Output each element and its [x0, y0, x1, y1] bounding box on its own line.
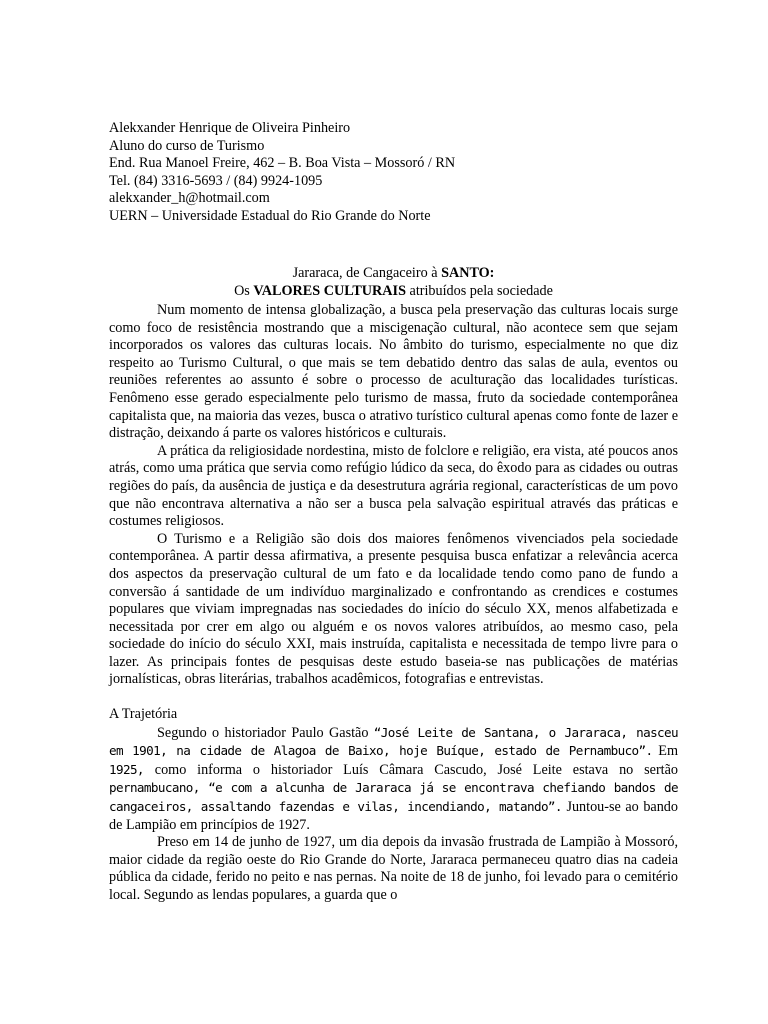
paragraph-tourism-religion: O Turismo e a Religião são dois dos maiores fenômenos vivenciados pela sociedade contemporânea. A partir dessa afirmativa, a presente pesquisa busca enfatizar a relevância acerca dos aspectos da preservação cultural de um fato e da localidade tendo como pano de fundo a conversão á santidade de um indivíduo marginalizado e confrontando as crendices e costumes populares que viviam impregnadas nas sociedades do início do século XX, menos alfabetizada e necessitada por crer em algo ou alguém e os novos valores atribuídos, ao mesmo caso, pela sociedade do início do século XXI, mais instruída, capitalista e necessitada de tempo livre para o lazer. As principais fontes de pesquisas deste estudo baseia-se nas publicações de matérias jornalísticas, obras literárias, trabalhos acadêmicos, fotografias e entrevistas. [109, 530, 678, 688]
trajetoria-text-a: Segundo o historiador Paulo Gastão [157, 724, 374, 741]
document-body [109, 302, 678, 905]
title-line-1-text: Jararaca, de Cangaceiro à [292, 265, 442, 281]
quote-cascudo: pernambucano, “e com a alcunha de Jararaca já se encontrava chefiando bandos de cangaceiros, assaltando fazendas e vilas, incendiando, matando”. [109, 780, 678, 815]
paragraph-religiosity: A prática da religiosidade nordestina, misto de folclore e religião, era vista, até poucos anos atrás, como uma prática que servia como refúgio lúdico da seca, do êxodo para as cidades ou outras regiões do país, da ausência de justiça e da desestrutura agrária regional, características de um povo que não encontrava alternativa a não ser a busca pela salvação espiritual através das práticas e costumes religiosos. [109, 442, 678, 530]
document-title [109, 265, 678, 300]
author-email: alekxander_h@hotmail.com [109, 190, 270, 207]
author-course: Aluno do curso de Turismo [109, 137, 265, 154]
title-line-2-text-a: Os [234, 282, 254, 299]
author-address: End. Rua Manoel Freire, 462 – B. Boa Vista – Mossoró / RN [109, 155, 456, 172]
author-header [109, 120, 455, 226]
title-line-1-bold: SANTO: [441, 265, 495, 281]
title-line-2-bold: VALORES CULTURAIS [253, 282, 406, 299]
section-heading: A Trajetória [109, 706, 178, 723]
paragraph-spacer [109, 689, 678, 706]
trajetoria-text-b: Em [652, 743, 678, 760]
quote-gastao: “José Leite de Santana, o Jararaca, nasceu em 1901, na cidade de Alagoa de Baixo, hoje Buíque, estado de Pernambuco”. [109, 724, 678, 759]
year-1925: 1925, [109, 761, 144, 777]
trajetoria-text-d: Juntou-se ao bando de Lampião em princípios de 1927. [109, 799, 678, 833]
author-university: UERN – Universidade Estadual do Rio Grande do Norte [109, 207, 431, 224]
trajetoria-text-c: como informa o historiador Luís Câmara Cascudo, José Leite estava no sertão [143, 761, 678, 778]
author-name: Alekxander Henrique de Oliveira Pinheiro [109, 120, 351, 136]
paragraph-intro: Num momento de intensa globalização, a busca pela preservação das culturas locais surge como foco de resistência mostrando que a miscigenação cultural, não acontece sem que sejam incorporados os valores das culturas locais. No âmbito do turismo, especialmente no que diz respeito ao Turismo Cultural, o que mais se tem debatido dentro das salas de aula, eventos ou reuniões referentes ao assunto é sobre o processo de aculturação das localidades turísticas. Fenômeno esse gerado especialmente pelo turismo de massa, fruto da sociedade contemporânea capitalista que, na maioria das vezes, busca o atrativo turístico cultural apenas como fonte de lazer e distração, deixando á parte os valores históricos e culturais. [109, 302, 678, 442]
title-line-1 [109, 265, 678, 283]
title-line-2-text-c: atribuídos pela sociedade [405, 282, 553, 299]
paragraph-trajetoria-1 [109, 724, 678, 835]
title-line-2 [109, 283, 678, 301]
author-phone: Tel. (84) 3316-5693 / (84) 9924-1095 [109, 172, 323, 189]
paragraph-trajetoria-2: Preso em 14 de junho de 1927, um dia depois da invasão frustrada de Lampião à Mossoró, maior cidade da região oeste do Rio Grande do Norte, Jararaca permaneceu quatro dias na cadeia pública da cidade, ferido no peito e nas pernas. Na noite de 18 de junho, foi levado para o cemitério local. Segundo as lendas populares, a guarda que o [109, 834, 678, 903]
